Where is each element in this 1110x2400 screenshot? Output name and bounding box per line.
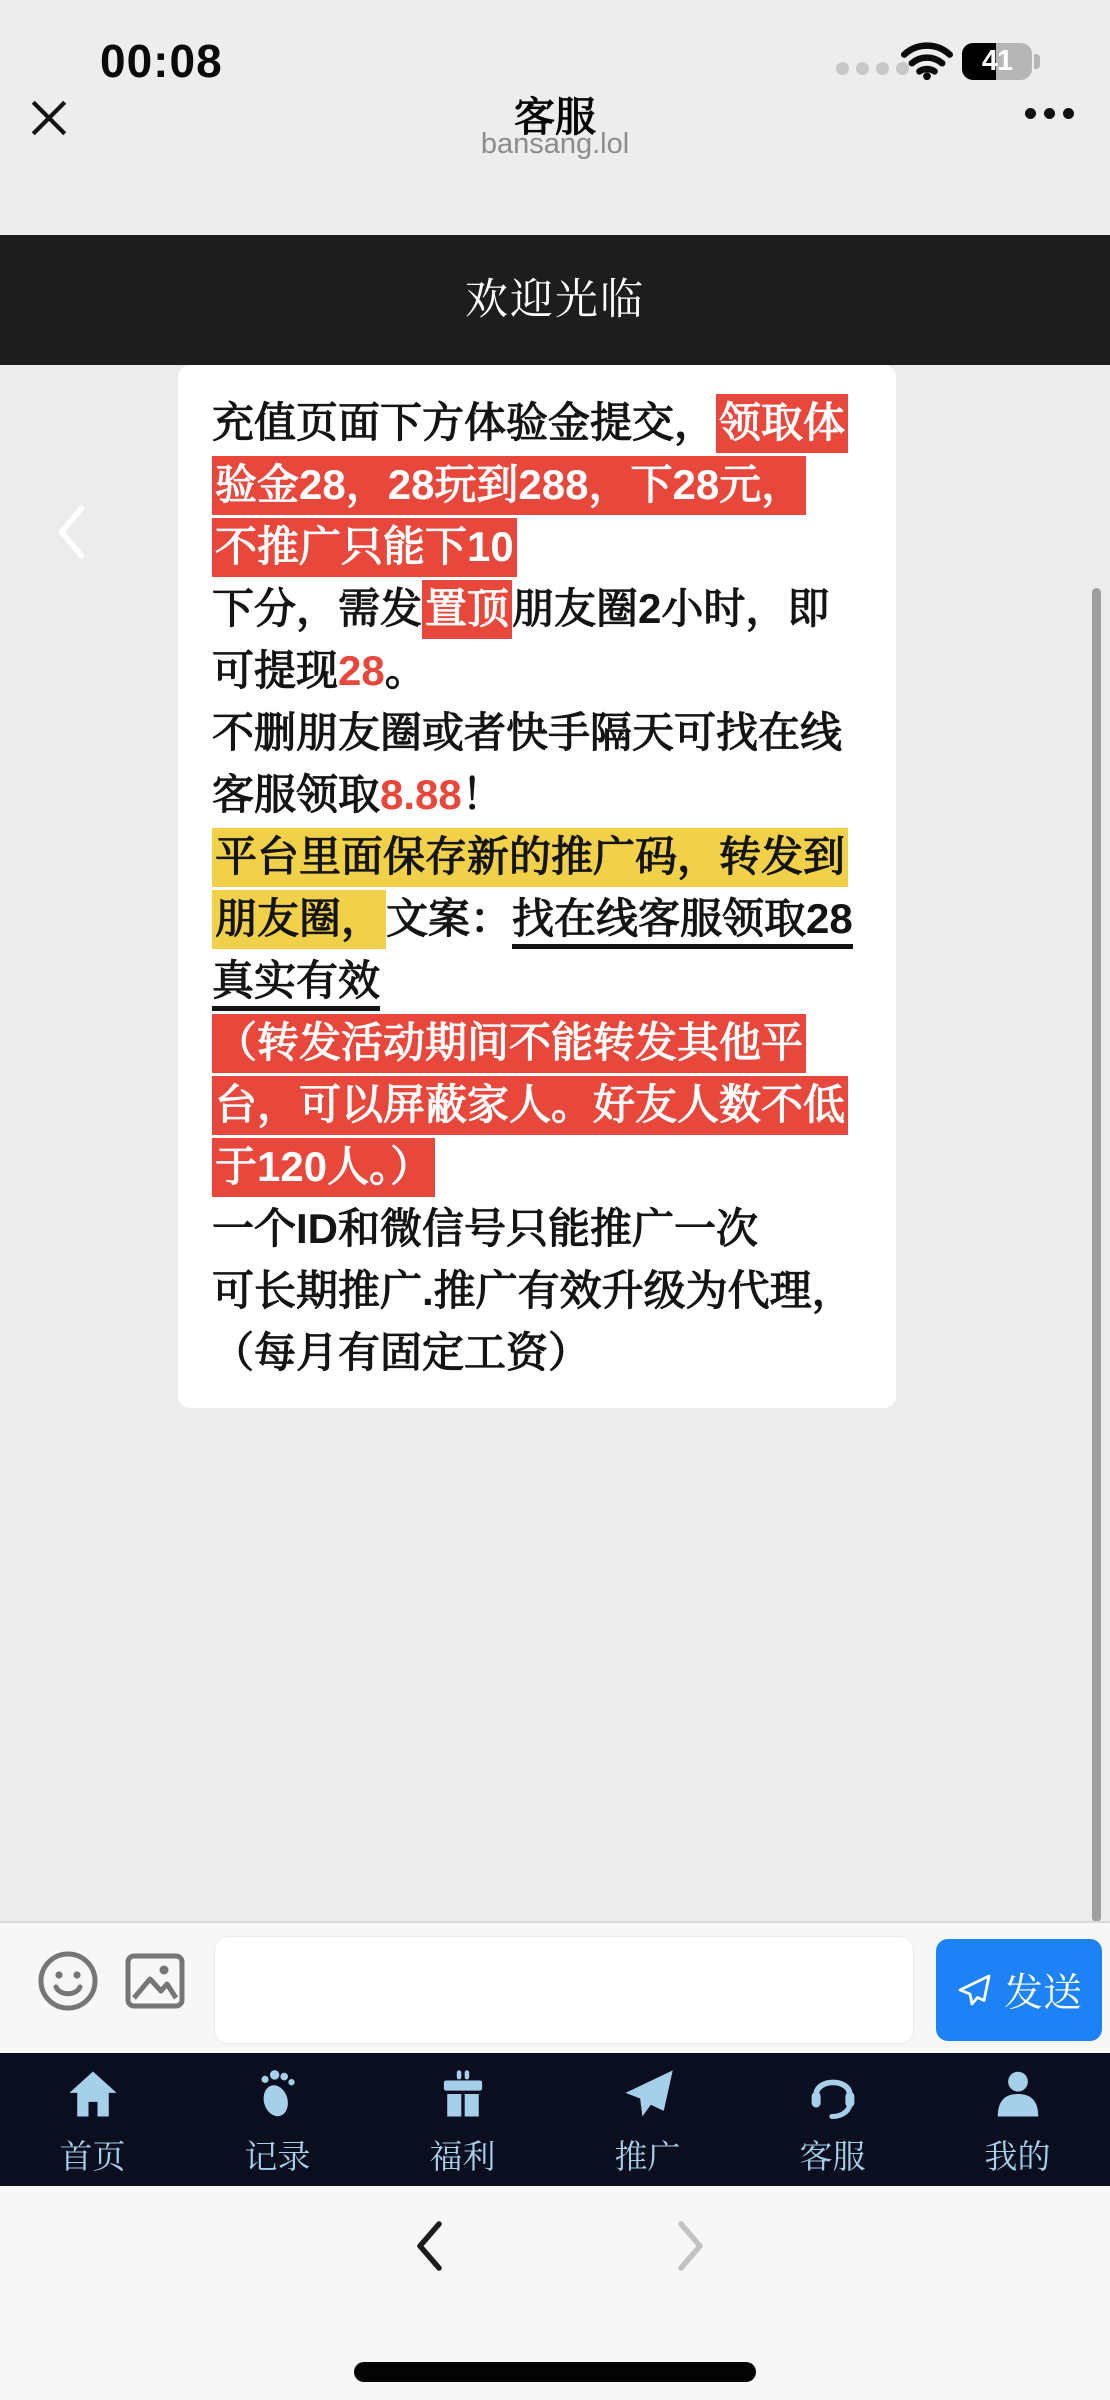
battery-percent: 41 bbox=[981, 45, 1013, 77]
card-line bbox=[212, 1136, 862, 1198]
scrollbar-thumb[interactable] bbox=[1092, 588, 1101, 1922]
text-segment: 不推广只能下10 bbox=[212, 518, 517, 577]
emoji-icon[interactable] bbox=[36, 1949, 100, 2018]
top-chrome bbox=[0, 0, 1110, 235]
nav-item-label: 客服 bbox=[799, 2138, 866, 2175]
image-upload-icon[interactable] bbox=[124, 1952, 186, 2015]
text-segment: 充值页面下方体验金提交， bbox=[212, 399, 717, 446]
card-line bbox=[212, 1012, 862, 1074]
text-segment: 客服领取 bbox=[212, 771, 381, 818]
nav-item-label: 我的 bbox=[984, 2138, 1051, 2175]
text-segment: （转发活动期间不能转发其他平 bbox=[212, 1014, 806, 1073]
card-line bbox=[212, 950, 862, 1012]
send-button[interactable] bbox=[936, 1939, 1102, 2041]
person-icon bbox=[991, 2067, 1045, 2126]
card-line bbox=[212, 454, 862, 516]
text-segment: ！ bbox=[461, 771, 504, 818]
home-icon bbox=[66, 2067, 120, 2126]
battery-cap bbox=[1034, 54, 1040, 69]
nav-item-客服[interactable] bbox=[740, 2053, 925, 2186]
nav-item-推广[interactable] bbox=[555, 2053, 740, 2186]
card-line bbox=[212, 640, 862, 702]
bottom-nav bbox=[0, 2053, 1110, 2186]
card-line bbox=[212, 1074, 862, 1136]
more-menu-icon[interactable] bbox=[1025, 108, 1074, 119]
wifi-icon bbox=[901, 40, 953, 85]
nav-item-首页[interactable] bbox=[0, 2053, 185, 2186]
card-line bbox=[212, 702, 862, 764]
card-line bbox=[212, 764, 862, 826]
card-line bbox=[212, 578, 862, 640]
text-segment: 。 bbox=[384, 647, 427, 694]
browser-back-icon[interactable] bbox=[412, 2220, 446, 2277]
text-segment: 平台里面保存新的推广码，转发到 bbox=[212, 828, 848, 887]
back-chevron-icon[interactable] bbox=[50, 503, 92, 566]
text-segment: 真实有效 bbox=[212, 957, 380, 1011]
text-segment: 28 bbox=[338, 647, 385, 694]
text-segment: 领取体 bbox=[716, 394, 848, 453]
text-segment: 不删朋友圈或者快手隔天可找在线 bbox=[212, 709, 843, 756]
send-label: 发送 bbox=[1003, 1972, 1082, 2015]
card-line bbox=[212, 1260, 862, 1322]
text-segment: 下分，需发 bbox=[212, 585, 423, 632]
battery-icon bbox=[962, 43, 1032, 80]
page-domain: bansang.lol bbox=[480, 128, 630, 160]
nav-item-我的[interactable] bbox=[925, 2053, 1110, 2186]
browser-bottom-bar bbox=[0, 2186, 1110, 2400]
card-line bbox=[212, 392, 862, 454]
notice-card bbox=[178, 365, 896, 1408]
text-segment: 于120人。） bbox=[212, 1138, 435, 1197]
text-segment: 可长期推广.推广有效升级为代理， bbox=[212, 1267, 854, 1314]
footprints-icon bbox=[251, 2067, 305, 2126]
card-line bbox=[212, 1322, 862, 1384]
card-line bbox=[212, 1198, 862, 1260]
text-segment: （每月有固定工资） bbox=[212, 1329, 591, 1376]
paper-plane-icon bbox=[621, 2067, 675, 2126]
card-line bbox=[212, 516, 862, 578]
text-segment: 找在线客服领取28 bbox=[512, 895, 853, 949]
text-segment: 一个ID和微信号只能推广一次 bbox=[212, 1205, 759, 1252]
text-segment: 可提现 bbox=[212, 647, 339, 694]
browser-forward-icon[interactable] bbox=[674, 2220, 708, 2277]
app-title-bar bbox=[0, 235, 1110, 365]
headset-icon bbox=[806, 2067, 860, 2126]
text-segment: 台，可以屏蔽家人。好友人数不低 bbox=[212, 1076, 848, 1135]
page-title: 客服 bbox=[514, 94, 596, 140]
card-line bbox=[212, 888, 862, 950]
nav-item-label: 福利 bbox=[429, 2138, 496, 2175]
nav-item-label: 首页 bbox=[59, 2138, 126, 2175]
text-segment: 验金28，28玩到288，下28元， bbox=[212, 456, 806, 515]
message-input[interactable] bbox=[214, 1936, 914, 2044]
send-plane-icon bbox=[956, 1972, 994, 2008]
home-indicator[interactable] bbox=[354, 2362, 756, 2382]
card-line bbox=[212, 826, 862, 888]
status-time: 00:08 bbox=[100, 35, 223, 87]
gift-icon bbox=[436, 2067, 490, 2126]
text-segment: 朋友圈， bbox=[212, 890, 386, 949]
nav-item-记录[interactable] bbox=[185, 2053, 370, 2186]
text-segment: 8.88 bbox=[380, 771, 462, 818]
nav-item-label: 推广 bbox=[614, 2138, 681, 2175]
text-segment: 文案： bbox=[386, 895, 513, 942]
message-input-bar bbox=[0, 1921, 1110, 2053]
text-segment: 置顶 bbox=[422, 580, 512, 639]
nav-item-福利[interactable] bbox=[370, 2053, 555, 2186]
cellular-signal-icon bbox=[836, 62, 909, 75]
app-title: 欢迎光临 bbox=[465, 276, 645, 324]
nav-item-label: 记录 bbox=[244, 2138, 311, 2175]
text-segment: 朋友圈2小时，即 bbox=[512, 585, 830, 632]
